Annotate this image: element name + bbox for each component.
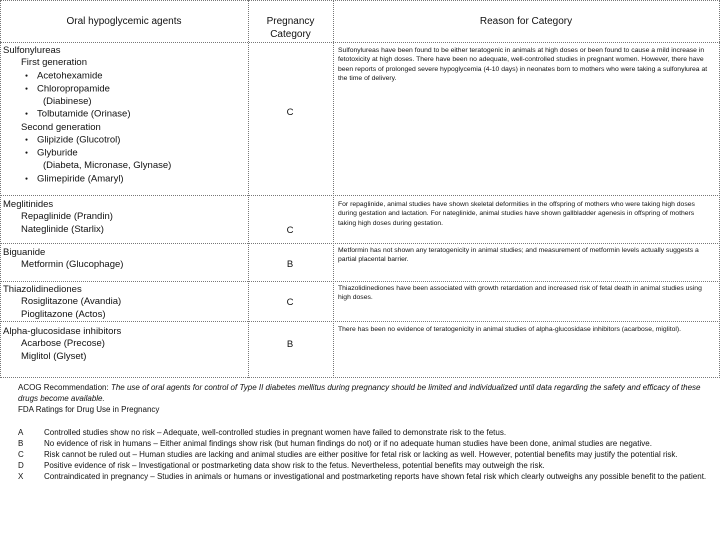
acog-text: The use of oral agents for control of Type II diabetes mellitus during pregnancy should be limited and individualized until data regarding the safety and efficacy of these drugs become available. [18,383,701,404]
row-biguanide-agents [3,247,123,272]
drug-item: Repaglinide (Prandin) [21,211,113,223]
fda-title: FDA Ratings for Drug Use in Pregnancy [18,405,160,415]
header-category [248,15,333,41]
drug-item: ● Chloropropamide [3,83,171,96]
reason-sulfonylureas: Sulfonylureas have been found to be either teratogenic in animals at high doses or been found to cause a mild increase in fetotoxicity at high doses. There have been no adequate, well-controlled studies in pregnant women. However, there have been reports of prolonged severe hypoglycemia (4-10 days) in neonates born to mothers who were taking a sulfonylurea at the time of delivery. [338,47,708,83]
row-sulfonylureas-agents [3,45,171,186]
drug-brand-note: (Diabinese) [43,96,92,108]
reason-thiazolidinediones: Thiazolidinediones have been associated with growth retardation and increased risk of fetal death in animal studies using high doses. [338,285,702,302]
group-name: Thiazolidinediones [3,284,82,295]
drug-item: ● Tolbutamide (Orinase) [3,108,171,121]
drug-item: ● Acetohexamide [3,70,171,83]
drug-item: Nateglinide (Starlix) [21,223,104,235]
group-name: Alpha-glucosidase inhibitors [3,326,122,337]
rating-letter: B [18,438,24,448]
reason-alpha-glucosidase: There has been no evidence of teratogenicity in animal studies of alpha-glucosidase inhibitors (acarbose, miglitol). [338,326,682,333]
rating-c [18,449,708,460]
drug-item: Pioglitazone (Actos) [21,308,106,320]
subgroup-second-gen: Second generation [21,121,101,133]
rating-text: Controlled studies show no risk – Adequate, well-controlled studies in pregnant women have failed to demonstrate risk to the fetus. [44,427,507,437]
acog-recommendation [18,382,708,404]
rating-text: Risk cannot be ruled out – Human studies are lacking and animal studies are either positive for fetal risk or lacking as well. However, potential benefits may justify the potential risk. [44,450,678,460]
drug-item: ● Glimepiride (Amaryl) [3,173,171,186]
row-alpha-glucosidase-agents [3,326,121,363]
rating-letter: X [18,472,24,482]
acog-label: ACOG Recommendation: [18,383,109,392]
rating-x [18,471,708,482]
drug-item: Metformin (Glucophage) [21,259,124,271]
rating-d [18,460,708,471]
category-sulfonylureas: C [286,107,294,118]
rating-a [18,427,708,438]
reason-meglitinides: For repaglinide, animal studies have shown skeletal deformities in the offspring of mothers who were taking high doses during gestation and lactation. For nateglinide, animal studies have shown gallbladder agenesis in offspring of mothers taking high doses during gestation. [338,201,695,227]
category-biguanide: B [286,259,294,270]
header-category-line2: Category [270,29,311,40]
category-meglitinides: C [286,225,294,236]
header-category-line1: Pregnancy [266,16,315,27]
header-agents: Oral hypoglycemic agents [66,16,182,27]
rating-letter: A [18,427,24,437]
drug-item: ● Glyburide [3,147,171,160]
rating-text: No evidence of risk in humans – Either animal findings show risk (but human findings do not) or if no adequate human studies have been done, animal studies are negative. [44,438,652,448]
group-name: Biguanide [3,247,46,258]
row-meglitinides-agents [3,199,113,236]
rating-letter: D [18,461,24,471]
subgroup-first-gen: First generation [21,57,88,69]
row-thiazolidinediones-agents [3,284,121,321]
drug-item: Acarbose (Precose) [21,338,105,350]
drug-item: ● Glipizide (Glucotrol) [3,134,171,147]
rating-text: Positive evidence of risk – Investigational or postmarketing data show risk to the fetus. Nevertheless, potential benefits may outweigh the risk. [44,461,545,471]
group-name: Meglitinides [3,199,54,210]
header-reason: Reason for Category [479,16,573,27]
category-thiazolidinediones: C [286,297,294,308]
drug-item: Rosiglitazone (Avandia) [21,296,122,308]
rating-text: Contraindicated in pregnancy – Studies in animals or humans or investigational and postmarketing reports have shown fetal risk which clearly outweighs any possible benefit to the patient. [44,472,707,482]
drug-brand-note: (Diabeta, Micronase, Glynase) [43,160,172,172]
footnotes [18,382,708,483]
group-name: Sulfonylureas [3,45,61,56]
rating-letter: C [18,450,24,460]
reason-biguanide: Metformin has not shown any teratogenicity in animal studies; and measurement of metformin levels actually suggests a partial placental barrier. [338,247,699,264]
category-alpha-glucosidase: B [286,339,294,350]
drug-item: Miglitol (Glyset) [21,350,87,362]
rating-b [18,438,708,449]
